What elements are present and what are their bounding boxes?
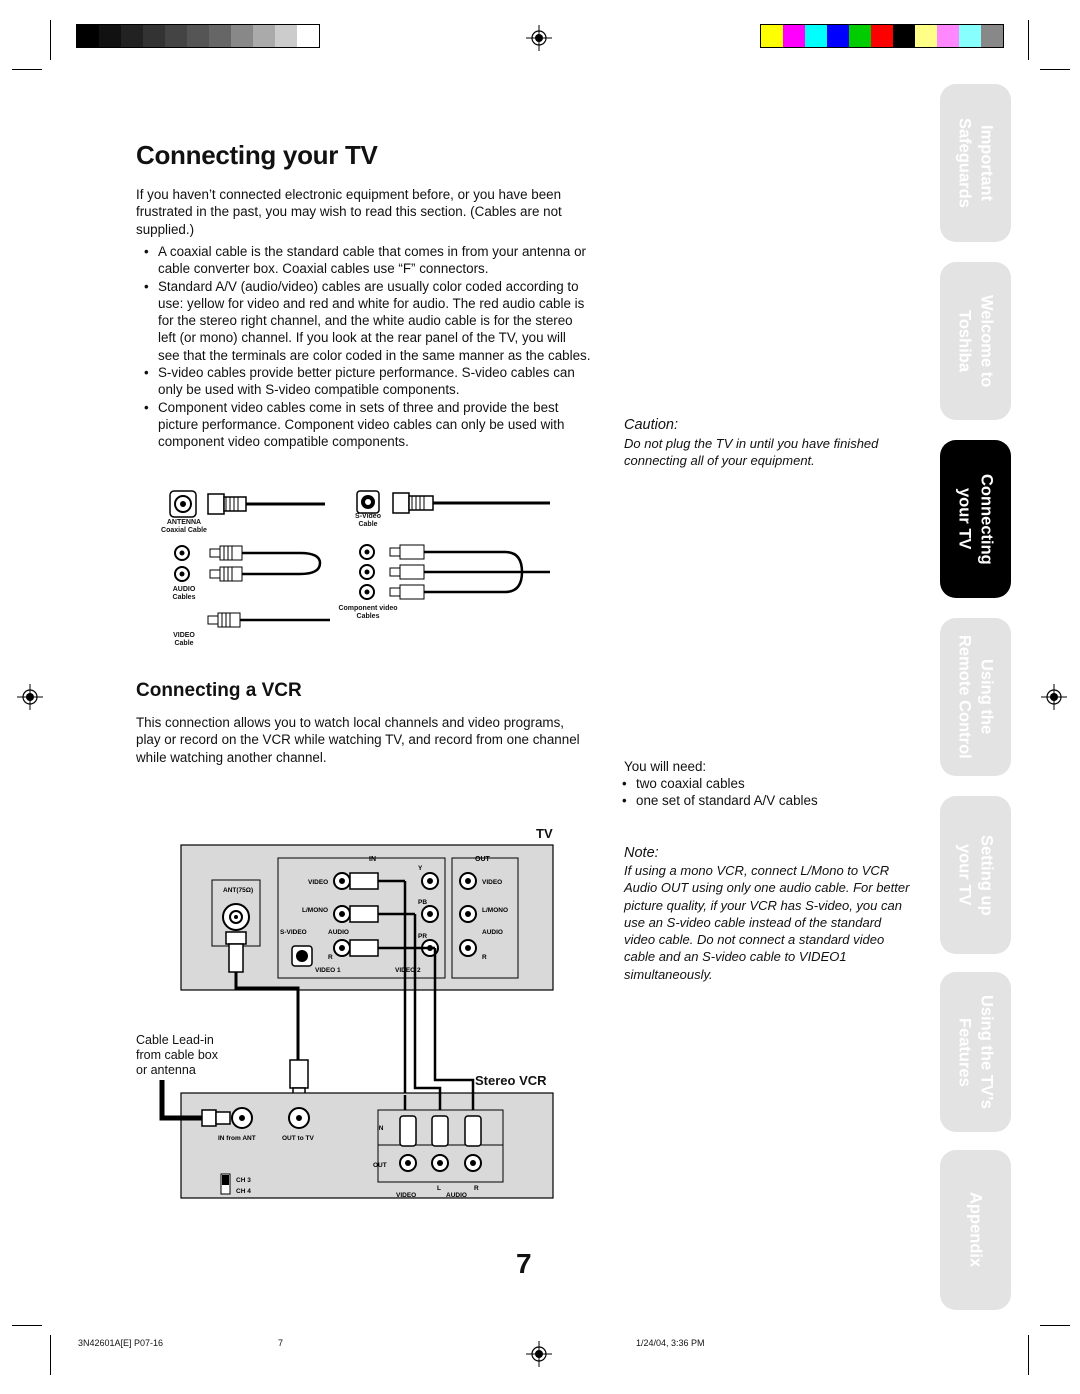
cable-bullets [136, 243, 591, 451]
svg-text:VIDEO: VIDEO [396, 1192, 417, 1199]
color-swatch [187, 25, 209, 47]
svg-text:R: R [482, 954, 487, 961]
svg-text:L/MONO: L/MONO [482, 907, 508, 914]
cable-illustrations [150, 485, 570, 655]
list-item: • two coaxial cables [614, 775, 914, 792]
tab-connecting-your-tv[interactable]: Connecting your TV [940, 440, 1011, 598]
tab-using-the-remote-control[interactable]: Using the Remote Control [940, 618, 1011, 776]
footer-code: 3N42601A[E] P07-16 [78, 1338, 164, 1348]
color-swatch [981, 25, 1003, 47]
crop-mark [12, 69, 42, 70]
svg-text:VIDEO: VIDEO [482, 879, 503, 886]
color-swatch [77, 25, 99, 47]
list-item: • S-video cables provide better picture performance. S-video cables can only be used with S-video compatible components. [136, 364, 591, 399]
svg-text:VIDEO 1: VIDEO 1 [315, 967, 341, 974]
crop-mark [12, 1325, 42, 1326]
svg-text:PB: PB [418, 899, 428, 906]
s-video-cable-icon [357, 491, 550, 513]
s-video-label: S-Video Cable [355, 513, 381, 528]
footer-date: 1/24/04, 3:36 PM [636, 1338, 705, 1348]
list-item: • Standard A/V (audio/video) cables are usually color coded according to use: yellow for video and red and white for audio. The red audio cable is for the stereo right channel, and the white audio cable is for the stereo left (or mono) channel. If you look at the rear panel of the TV, you will see that the terminals are color coded in the same manner as the cables. [136, 278, 591, 364]
tv-label: TV [536, 826, 553, 841]
coaxial-cable-icon [170, 491, 325, 517]
stereo-vcr-label: Stereo VCR [475, 1073, 547, 1088]
color-swatch [783, 25, 805, 47]
note-heading: Note: [624, 845, 659, 861]
color-swatch [893, 25, 915, 47]
audio-label: AUDIO Cables [172, 586, 196, 601]
antenna-label: ANTENNA Coaxial Cable [161, 519, 207, 534]
svg-text:Y: Y [418, 865, 423, 872]
color-swatch [915, 25, 937, 47]
color-swatch [231, 25, 253, 47]
tab-appendix[interactable]: Appendix [940, 1150, 1011, 1310]
svg-text:PR: PR [418, 933, 428, 940]
crop-mark [1028, 1335, 1029, 1375]
svg-text:IN: IN [377, 1125, 384, 1132]
crop-mark [50, 1335, 51, 1375]
color-swatch [871, 25, 893, 47]
video-cable-icon [208, 613, 330, 627]
color-swatch [805, 25, 827, 47]
ant-label: ANT(75Ω) [223, 887, 254, 894]
cable-lead-in-label: Cable Lead-in from cable box or antenna [136, 1033, 218, 1077]
svg-text:AUDIO: AUDIO [482, 929, 503, 936]
color-swatch [849, 25, 871, 47]
crop-mark [1040, 1325, 1070, 1326]
color-swatch [297, 25, 319, 47]
color-swatch [827, 25, 849, 47]
color-swatch [275, 25, 297, 47]
registration-mark-right [1041, 684, 1067, 710]
registration-mark-bottom [526, 1341, 552, 1367]
needs-list [614, 775, 914, 810]
footer-page: 7 [278, 1338, 284, 1348]
note-text: If using a mono VCR, connect L/Mono to VCR Audio OUT using only one audio cable. For better picture quality, if your VCR has S-video, you can use an S-video cable instead of the standard video cable. Do not connect a standard video cable and an S-video cable to VIDEO1 simultaneously. [624, 863, 910, 982]
svg-text:IN from ANT: IN from ANT [218, 1135, 256, 1142]
svg-text:CH 4: CH 4 [236, 1188, 251, 1195]
color-swatch [143, 25, 165, 47]
color-swatch [253, 25, 275, 47]
svg-text:L/MONO: L/MONO [302, 907, 328, 914]
svg-text:OUT: OUT [373, 1162, 387, 1169]
component-video-cable-icon [360, 545, 550, 599]
grayscale-swatches [76, 24, 320, 48]
color-swatch [165, 25, 187, 47]
crop-mark [1028, 20, 1029, 60]
crop-mark [50, 20, 51, 60]
svg-text:VIDEO 2: VIDEO 2 [395, 967, 421, 974]
svg-text:VIDEO: VIDEO [308, 879, 329, 886]
intro-paragraph: If you haven’t connected electronic equipment before, or you have been frustrated in the past, you may wish to read this section. (Cables are not supplied.) [136, 187, 562, 237]
you-will-need: You will need: [624, 759, 707, 774]
color-swatch [121, 25, 143, 47]
svg-text:R: R [328, 954, 333, 961]
list-item: • Component video cables come in sets of three and provide the best picture performance. Component video cables can only be used with component video compatible components. [136, 399, 591, 451]
tab-welcome-to-toshiba[interactable]: Welcome to Toshiba [940, 262, 1011, 420]
audio-cable-icon [175, 546, 320, 581]
svg-text:AUDIO: AUDIO [328, 929, 349, 936]
caution-text: Do not plug the TV in until you have finished connecting all of your equipment. [624, 436, 879, 469]
svg-text:S-VIDEO: S-VIDEO [280, 929, 307, 936]
crop-mark [1040, 69, 1070, 70]
svg-text:L: L [437, 1185, 441, 1192]
caution-heading: Caution: [624, 417, 679, 433]
svg-text:CH 3: CH 3 [236, 1177, 251, 1184]
list-item: • one set of standard A/V cables [614, 792, 914, 809]
vcr-connection-diagram [150, 820, 560, 1220]
page-title: Connecting your TV [136, 140, 378, 170]
page-number: 7 [516, 1248, 532, 1279]
color-swatch [99, 25, 121, 47]
tab-setting-up-your-tv[interactable]: Setting up your TV [940, 796, 1011, 954]
registration-mark-left [17, 684, 43, 710]
vcr-paragraph: This connection allows you to watch local channels and video programs, play or record on the VCR while watching TV, and record from one channel while watching another channel. [136, 715, 580, 765]
svg-text:R: R [474, 1185, 479, 1192]
color-swatch [959, 25, 981, 47]
component-video-label: Component video Cables [338, 605, 398, 620]
list-item: • A coaxial cable is the standard cable that comes in from your antenna or cable converter box. Coaxial cables use “F” connectors. [136, 243, 591, 278]
svg-text:AUDIO: AUDIO [446, 1192, 467, 1199]
color-swatches [760, 24, 1004, 48]
out-label: OUT [475, 856, 490, 863]
tab-using-the-tvs-features[interactable]: Using the TV’s Features [940, 972, 1011, 1132]
registration-mark-top [526, 25, 552, 51]
section-title-vcr: Connecting a VCR [136, 680, 302, 701]
color-swatch [209, 25, 231, 47]
in-label: IN [369, 856, 376, 863]
tab-important-safeguards[interactable]: Important Safeguards [940, 84, 1011, 242]
color-swatch [937, 25, 959, 47]
color-swatch [761, 25, 783, 47]
video-label: VIDEO Cable [173, 632, 195, 647]
svg-text:OUT to TV: OUT to TV [282, 1135, 314, 1142]
